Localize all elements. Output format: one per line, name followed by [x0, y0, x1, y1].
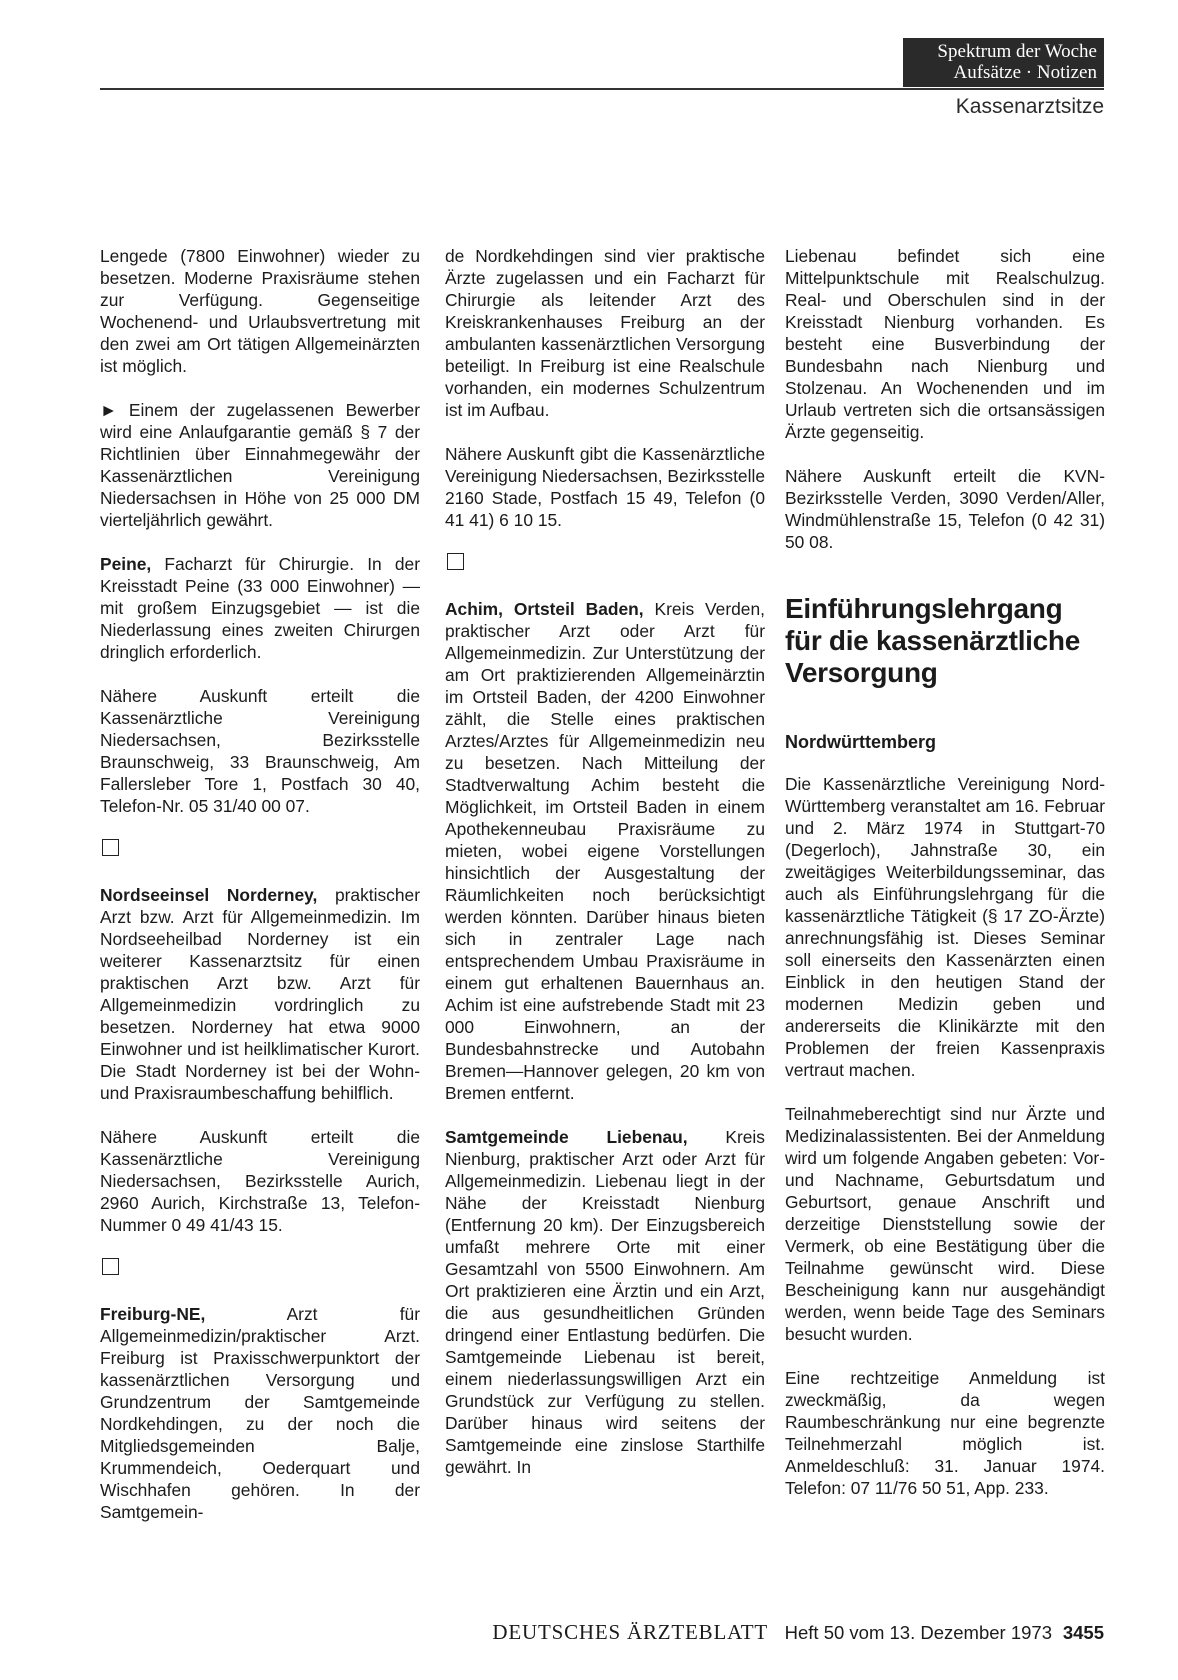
issue-info: Heft 50 vom 13. Dezember 1973 — [784, 1622, 1052, 1643]
paragraph-text: Arzt für Allgemeinmedizin/praktischer Arzt. Freiburg ist Praxisschwerpunktort der kassenärztlichen Versorgung und Grundzentrum der Samtgemeinde Nordkehdingen, zu der noch die Mitgliedsgemeinden Balje, Krummendeich, Oederquart und Wischhafen gehören. In der Samtgemein- — [100, 1304, 420, 1522]
paragraph — [445, 443, 765, 531]
paragraph-text: Kreis Nienburg, praktischer Arzt oder Arzt für Allgemeinmedizin. Liebenau liegt in der Nähe der Kreisstadt Nienburg (Entfernung 20 km). Der Einzugsbereich umfaßt mehrere Orte mit einer Gesamtzahl von 5500 Einwohnern. Am Ort praktizieren eine Ärztin und ein Arzt, die aus gesundheitlichen Gründen dringend einer Entlastung bedürfen. Die Samtgemeinde Liebenau ist bereit, einem niederlassungswilligen Arzt ein Grundstück zur Verfügung zu stellen. Darüber hinaus wird seitens der Samtgemeinde eine zinslose Starthilfe gewährt. In — [445, 1127, 765, 1477]
paragraph-text: Nähere Auskunft erteilt die Kassenärztliche Vereinigung Niedersachsen, Bezirksstelle Braunschweig, 33 Braunschweig, Am Fallersleber Tore 1, Postfach 30 40, Telefon-Nr. 05 31/40 00 07. — [100, 686, 420, 816]
journal-name: DEUTSCHES ÄRZTEBLATT — [492, 1620, 768, 1644]
paragraph-text: Die Kassenärztliche Vereinigung Nord-Württemberg veranstaltet am 16. Februar und 2. März 1974 in Stuttgart-70 (Degerloch), Jahnstraße 30, ein zweitägiges Weiterbildungsseminar, das auch als Einführungslehrgang für die kassenärztliche Tätigkeit (§ 17 ZO-Ärzte) anrechnungsfähig ist. Dieses Seminar soll einerseits den Kassenärzten einen Einblick in den heutigen Stand der modernen Medizin geben und andererseits die Klinikärzte mit den Problemen der freien Kassenpraxis vertraut machen. — [785, 774, 1105, 1080]
paragraph-text: Kreis Verden, praktischer Arzt oder Arzt für Allgemeinmedizin. Zur Unterstützung der am Ort praktizierenden Allgemeinärztin im Ortsteil Baden, der 4200 Einwohner zählt, die Stelle eines praktischen Arztes/Arztes für Allgemeinmedizin neu zu besetzen. Nach Mitteilung der Stadtverwaltung Achim besteht die Möglichkeit, im Ortsteil Baden in einem Apothekenneubau Praxisräume zu mieten, wobei eigene Vorstellungen hinsichtlich der Ausgestaltung der Räumlichkeiten noch berücksichtigt werden könnten. Darüber hinaus bieten sich in zentraler Lage nach entsprechendem Umbau Praxisräume in einem gut erhaltenen Bauernhaus an. Achim ist eine aufstrebende Stadt mit 23 000 Einwohnern, an der Bundesbahnstrecke und Autobahn Bremen—Hannover gelegen, 20 km von Bremen entfernt. — [445, 599, 765, 1103]
page-footer — [0, 1620, 1104, 1644]
masthead-badge — [903, 38, 1104, 87]
paragraph — [785, 465, 1105, 553]
paragraph — [100, 399, 420, 531]
arrow-marker-icon: ► — [100, 400, 118, 420]
paragraph — [785, 245, 1105, 443]
paragraph — [100, 884, 420, 1104]
paragraph — [100, 1303, 420, 1523]
column-2 — [445, 245, 765, 1478]
paragraph-text: Einem der zugelassenen Bewerber wird eine Anlaufgarantie gemäß § 7 der Richtlinien über Einnahmegewähr der Kassenärztlichen Vereinigung Niedersachsen in Höhe von 25 000 DM vierteljährlich gewährt. — [100, 400, 420, 530]
page-number: 3455 — [1062, 1622, 1104, 1643]
section-label: Kassenarztsitze — [955, 95, 1104, 118]
paragraph-text: Lengede (7800 Einwohner) wieder zu besetzen. Moderne Praxisräume stehen zur Verfügung. Gegenseitige Wochenend- und Urlaubsvertretung mit den zwei am Ort tätigen Allgemeinärzten ist möglich. — [100, 246, 420, 376]
entry-location-lead: Samtgemeinde Liebenau, — [445, 1127, 688, 1147]
column-3 — [785, 245, 1105, 1499]
entry-location-lead: Freiburg-NE, — [100, 1304, 206, 1324]
paragraph — [100, 553, 420, 663]
article-headline: Einführungslehrgang für die kassenärztliche Versorgung — [785, 593, 1081, 688]
section-divider-square — [447, 553, 464, 570]
header-rule — [100, 88, 1104, 90]
section-divider-square — [102, 839, 119, 856]
column-1 — [100, 245, 420, 1523]
paragraph-text: Nähere Auskunft gibt die Kassenärztliche Vereinigung Niedersachsen, Bezirksstelle 2160 Stade, Postfach 15 49, Telefon (0 41 41) 6 10 15. — [445, 444, 765, 530]
paragraph-text: Facharzt für Chirurgie. In der Kreisstadt Peine (33 000 Einwohner) — mit großem Einzugsgebiet — ist die Niederlassung eines zweiten Chirurgen dringlich erforderlich. — [100, 554, 420, 662]
paragraph — [100, 245, 420, 377]
entry-location-lead: Achim, Ortsteil Baden, — [445, 599, 644, 619]
article-subheading: Nordwürttemberg — [785, 732, 937, 752]
paragraph-text: praktischer Arzt bzw. Arzt für Allgemeinmedizin. Im Nordseeheilbad Norderney ist ein weiterer Kassenarztsitz für einen praktischen Arzt bzw. Arzt für Allgemeinmedizin vordringlich zu besetzen. Norderney hat etwa 9000 Einwohner und ist heilklimatischer Kurort. Die Stadt Norderney ist bei der Wohn- und Praxisraumbeschaffung behilflich. — [100, 885, 420, 1103]
paragraph — [785, 1103, 1105, 1345]
paragraph — [785, 1367, 1105, 1499]
paragraph — [785, 773, 1105, 1081]
paragraph — [445, 598, 765, 1104]
entry-location-lead: Nordseeinsel Norderney, — [100, 885, 318, 905]
section-divider-square — [102, 1258, 119, 1275]
masthead-line-1: Spektrum der Woche — [937, 41, 1097, 62]
paragraph — [445, 245, 765, 421]
paragraph — [100, 685, 420, 817]
paragraph-text: Nähere Auskunft erteilt die KVN-Bezirksstelle Verden, 3090 Verden/Aller, Windmühlenstraße 15, Telefon (0 42 31) 50 08. — [785, 466, 1105, 552]
paragraph-text: de Nordkehdingen sind vier praktische Ärzte zugelassen und ein Facharzt für Chirurgie als leitender Arzt des Kreiskrankenhauses Freiburg an der ambulanten kassenärztlichen Versorgung beteiligt. In Freiburg ist eine Realschule vorhanden, ein modernes Schulzentrum ist im Aufbau. — [445, 246, 765, 420]
paragraph-text: Teilnahmeberechtigt sind nur Ärzte und Medizinalassistenten. Bei der Anmeldung wird um folgende Angaben gebeten: Vor- und Nachname, Geburtsdatum und Geburtsort, genaue Anschrift und derzeitige Dienststellung sowie der Vermerk, ob eine Bestätigung über die Teilnahme gewünscht wird. Diese Bescheinigung kann nur ausgehändigt werden, wenn beide Tage des Seminars besucht wurden. — [785, 1104, 1105, 1344]
paragraph-text: Nähere Auskunft erteilt die Kassenärztliche Vereinigung Niedersachsen, Bezirksstelle Aurich, 2960 Aurich, Kirchstraße 13, Telefon-Nummer 0 49 41/43 15. — [100, 1127, 420, 1235]
paragraph — [445, 1126, 765, 1478]
paragraph — [100, 1126, 420, 1236]
masthead-line-2: Aufsätze · Notizen — [953, 62, 1097, 83]
entry-location-lead: Peine, — [100, 554, 152, 574]
paragraph-text: Eine rechtzeitige Anmeldung ist zweckmäßig, da wegen Raumbeschränkung nur eine begrenzte Teilnehmerzahl möglich ist. Anmeldeschluß: 31. Januar 1974. Telefon: 07 11/76 50 51, App. 233. — [785, 1368, 1105, 1498]
paragraph-text: Liebenau befindet sich eine Mittelpunktschule mit Realschulzug. Real- und Oberschulen sind in der Kreisstadt Nienburg vorhanden. Es besteht eine Busverbindung der Bundesbahn nach Nienburg und Stolzenau. An Wochenenden und im Urlaub vertreten sich die ortsansässigen Ärzte gegenseitig. — [785, 246, 1105, 442]
